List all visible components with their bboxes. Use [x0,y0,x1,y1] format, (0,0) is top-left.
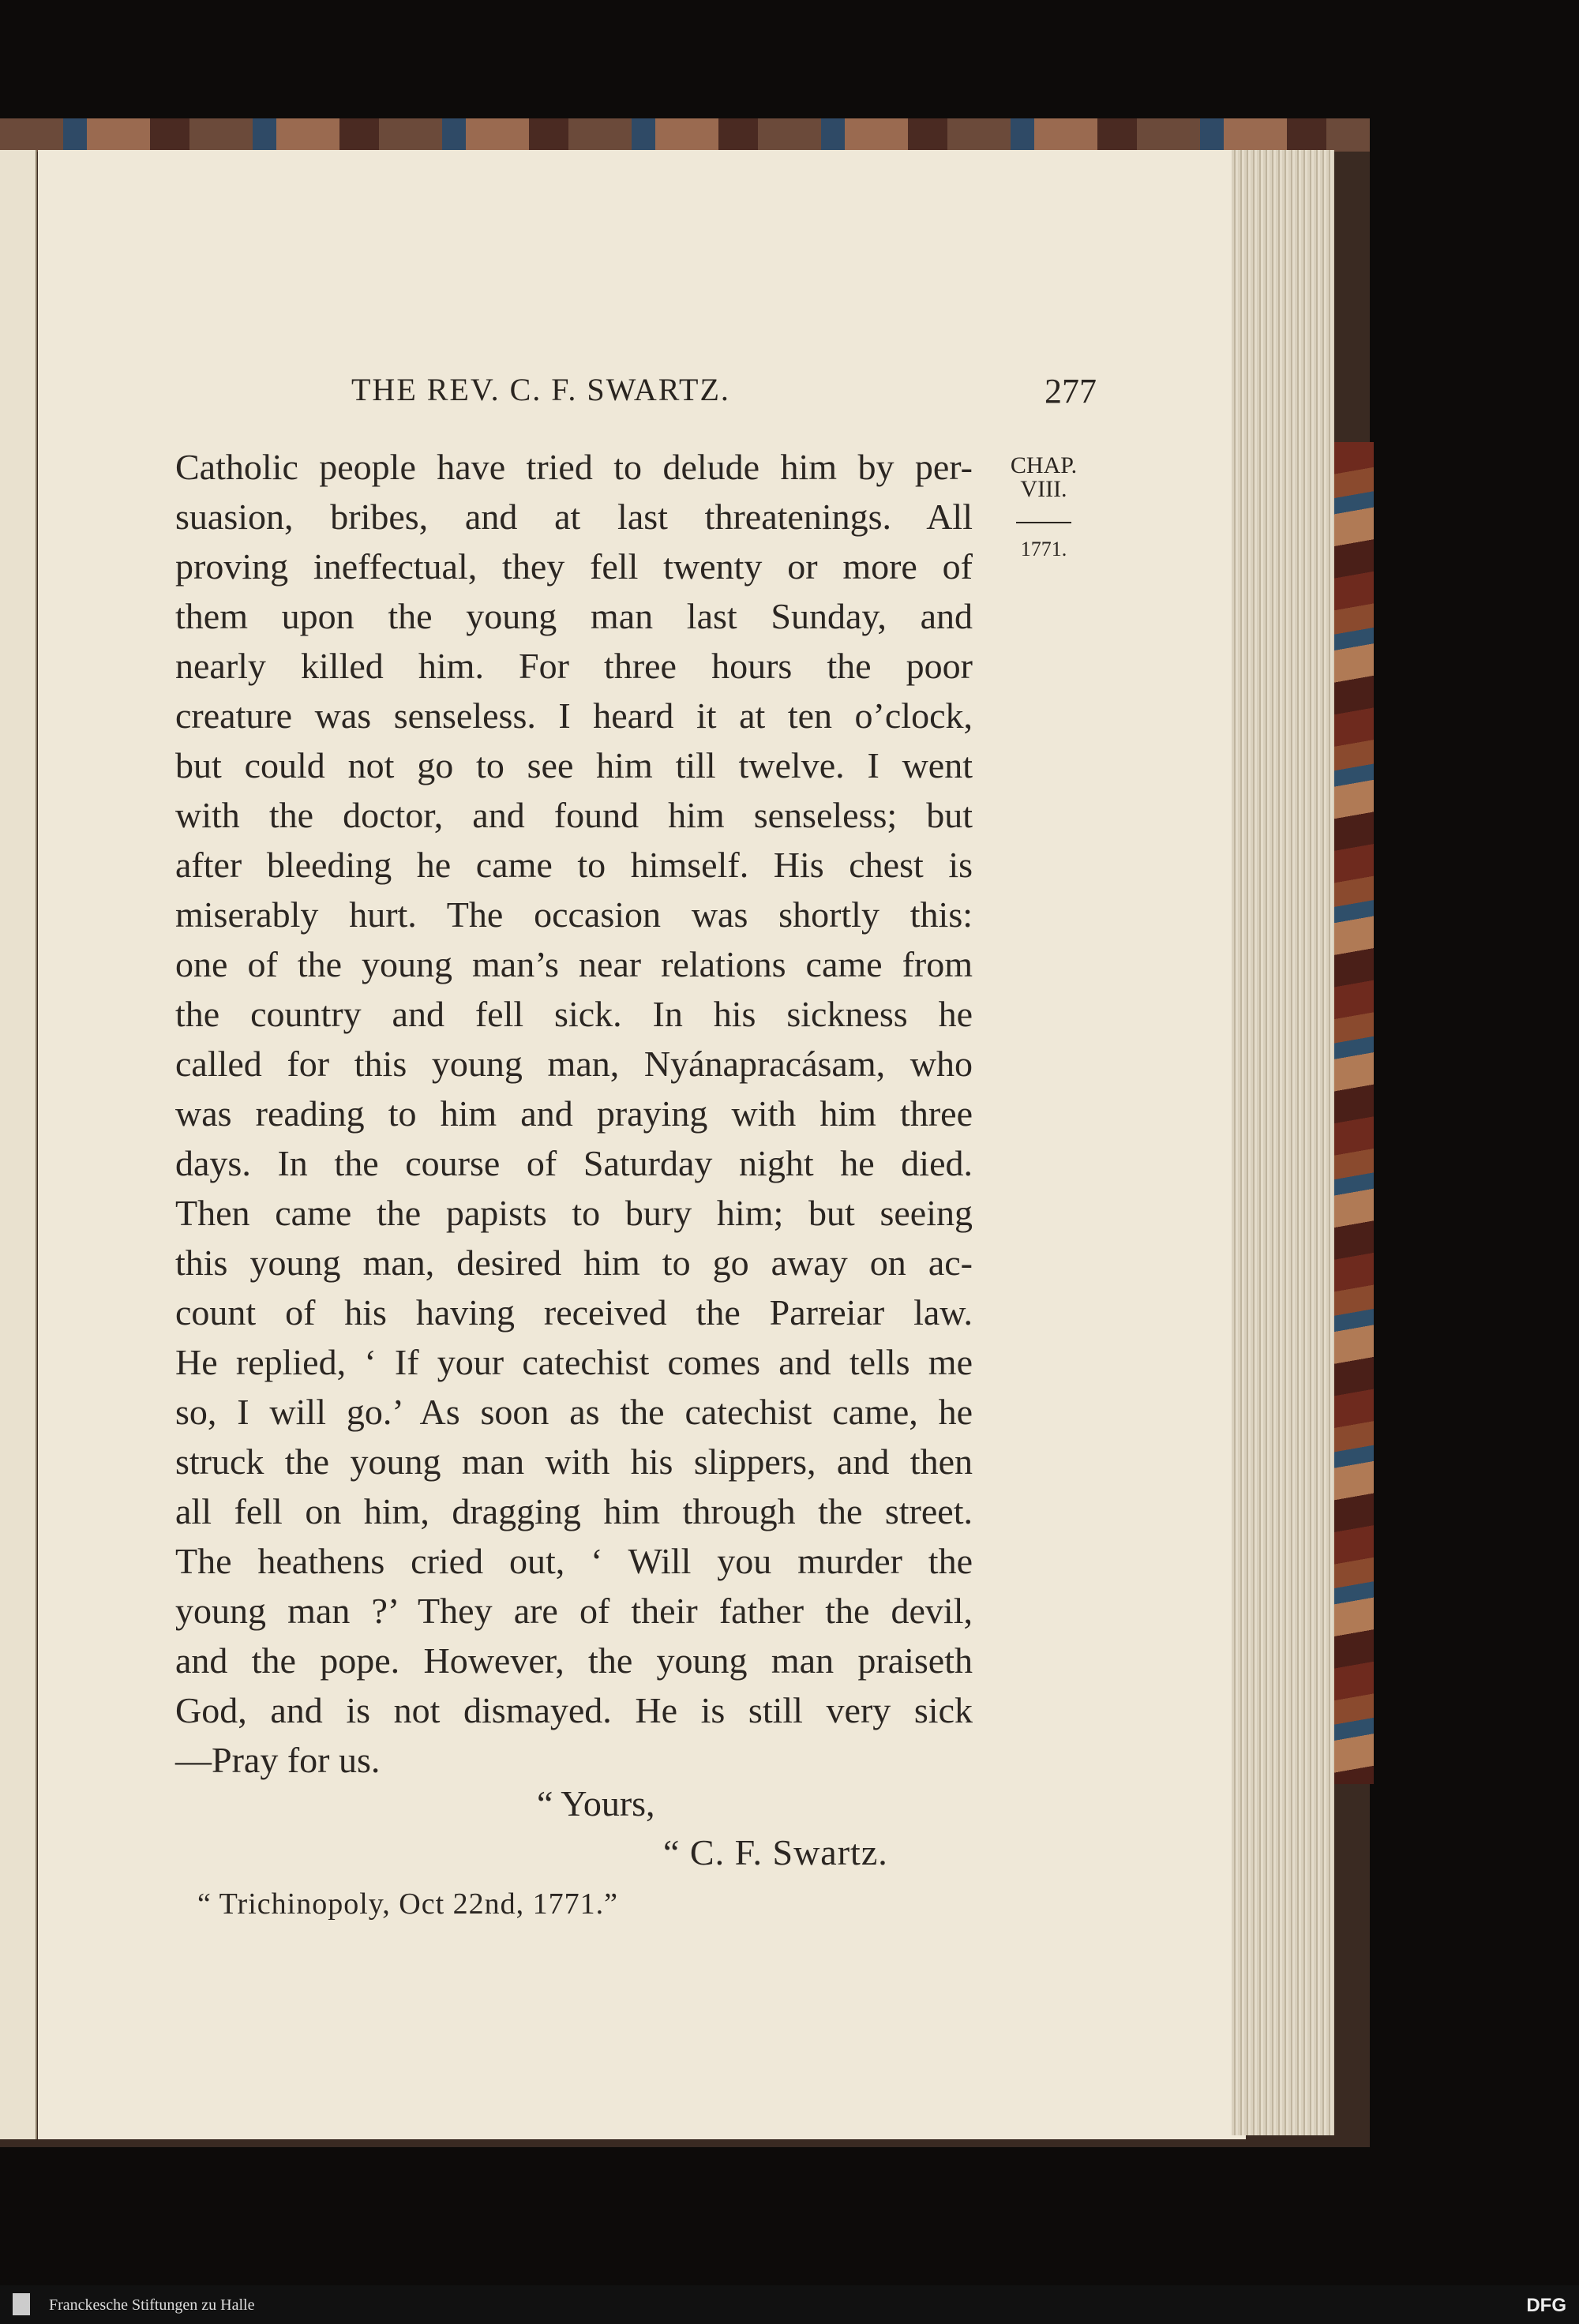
text-line: proving ineffectual, they fell twenty or more of [175,546,973,587]
chapter-number: VIII. [1020,476,1067,502]
text-line: after bleeding he came to himself. His chest is [175,845,973,885]
dfg-logo: DFG [1526,2295,1566,2316]
institution-logo-icon [13,2293,30,2315]
text-line: count of his having received the Parreiar law. [175,1292,973,1333]
text-line: God, and is not dismayed. He is still very sick [175,1690,973,1730]
signature-name: “ C. F. Swartz. [663,1832,888,1872]
text-line: so, I will go.’ As soon as the catechist came, he [175,1392,973,1432]
text-line: Catholic people have tried to delude him by per- [175,447,973,487]
body-text [175,442,973,1785]
text-line: the country and fell sick. In his sickness he [175,994,973,1034]
text-line: and the pope. However, the young man praiseth [175,1640,973,1681]
text-line: —Pray for us. [175,1740,381,1780]
text-line: Then came the papists to bury him; but seeing [175,1193,973,1233]
text-line: He replied, ‘ If your catechist comes and tells me [175,1342,973,1382]
margin-note [996,454,1091,561]
text-line: them upon the young man last Sunday, and [175,596,973,636]
text-line: The heathens cried out, ‘ Will you murder the [175,1541,973,1581]
left-page-edge [0,150,37,2139]
text-line: young man ?’ They are of their father the devil, [175,1591,973,1631]
marbled-fore-edge [1334,442,1374,1784]
text-line: days. In the course of Saturday night he died. [175,1143,973,1183]
institution-name: Franckesche Stiftungen zu Halle [49,2296,255,2314]
text-line: called for this young man, Nyánapracásam, who [175,1044,973,1084]
text-line: was reading to him and praying with him three [175,1093,973,1134]
page-number: 277 [1045,372,1097,410]
text-line: suasion, bribes, and at last threatenings. All [175,497,973,537]
text-line: struck the young man with his slippers, and then [175,1441,973,1482]
text-line: one of the young man’s near relations came from [175,944,973,984]
text-line: but could not go to see him till twelve. I went [175,745,973,785]
chapter-label: CHAP. [1010,452,1078,478]
text-line: all fell on him, dragging him through the street. [175,1491,973,1531]
running-head: THE REV. C. F. SWARTZ. [351,372,730,407]
margin-year: 1771. [1020,538,1067,560]
text-line: creature was senseless. I heard it at ten o’clock, [175,695,973,736]
text-line: nearly killed him. For three hours the poor [175,646,973,686]
footer-bar [0,2285,1579,2324]
text-line: this young man, desired him to go away on ac- [175,1243,973,1283]
signature-place-date: “ Trichinopoly, Oct 22nd, 1771.” [197,1887,619,1921]
page-stack-edges [1232,150,1334,2135]
signature-closing: “ Yours, [537,1783,655,1824]
text-line: with the doctor, and found him senseless; but [175,795,973,835]
text-line: miserably hurt. The occasion was shortly this: [175,894,973,935]
margin-rule [1016,522,1071,523]
marbled-top-edge [0,118,1370,152]
